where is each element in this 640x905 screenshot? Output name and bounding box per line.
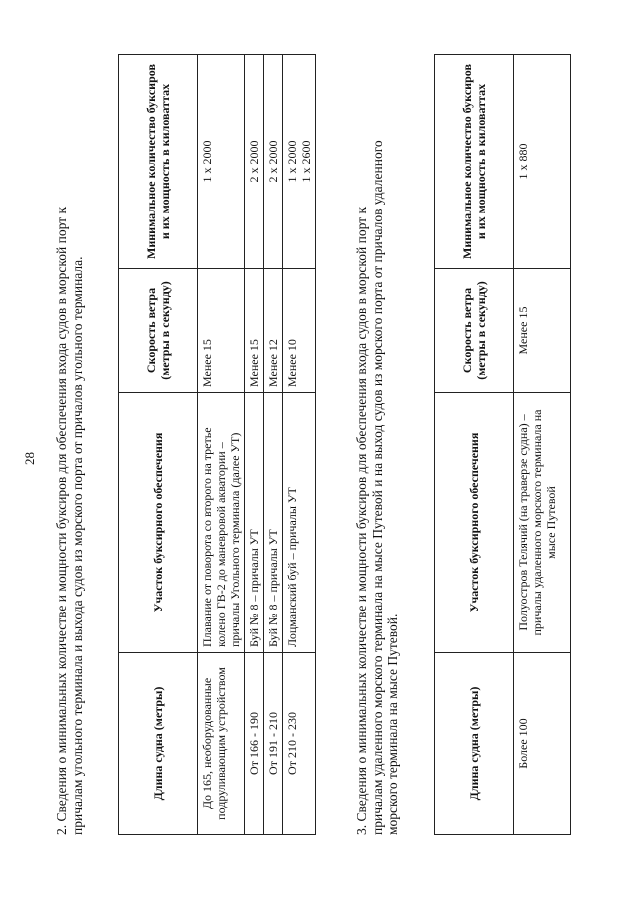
cell-length: От 166 - 190 [245,653,264,835]
header-vessel-length: Длина судна (метры) [435,653,514,835]
table-row [245,55,264,835]
cell-section: Полуостров Телячий (на траверзе судна) – причалы удаленного морского терминала на мысе Путевой [514,393,571,653]
table-row [514,55,571,835]
table-row [264,55,283,835]
header-towing-section: Участок буксирного обеспечения [119,393,198,653]
cell-tugs: 2 х 2000 [264,55,283,269]
section-3-line: причалам удаленного морского терминала на мысе Путевой и на выход судов из морского порта от причалов удаленного [369,140,385,835]
header-vessel-length: Длина судна (метры) [119,653,198,835]
cell-wind: Менее 15 [245,269,264,393]
cell-tugs: 1 х 2000 1 х 2600 [283,55,316,269]
towing-table-putevoy-terminal [434,54,571,835]
header-tug-count-power: Минимальное количество буксиров и их мощность в киловаттах [119,55,198,269]
cell-section: Буй № 8 – причалы УТ [245,393,264,653]
cell-length: От 210 - 230 [283,653,316,835]
header-tug-count-power: Минимальное количество буксиров и их мощность в киловаттах [435,55,514,269]
cell-section: Плавание от поворота со второго на третье колено ГВ-2 до маневровой акватории – причалы Угольного терминала (далее УТ) [198,393,245,653]
cell-tugs: 1 х 880 [514,55,571,269]
header-towing-section: Участок буксирного обеспечения [435,393,514,653]
header-wind-speed: Скорость ветра (метры в секунду) [119,269,198,393]
section-3-line: морского терминала на мысе Путевой. [385,613,400,835]
cell-length: От 191 - 210 [264,653,283,835]
cell-length: До 165, необорудованные подруливающим устройством [198,653,245,835]
cell-wind: Менее 15 [514,269,571,393]
towing-table-coal-terminal [118,54,316,835]
section-2-line: причалам угольного терминала и выхода судов из морского порта от причалов угольного терминала. [69,256,85,835]
page-number: 28 [22,452,37,465]
cell-length: Более 100 [514,653,571,835]
header-wind-speed: Скорость ветра (метры в секунду) [435,269,514,393]
cell-tugs: 2 х 2000 [245,55,264,269]
cell-section: Лоцманский буй – причалы УТ [283,393,316,653]
cell-wind: Менее 15 [198,269,245,393]
cell-wind: Менее 12 [264,269,283,393]
section-3-text [354,75,401,835]
cell-section: Буй № 8 – причалы УТ [264,393,283,653]
cell-wind: Менее 10 [283,269,316,393]
cell-tugs: 1 х 2000 [198,55,245,269]
section-3-line: 3. Сведения о минимальных количестве и мощности буксиров для обеспечения входа судов в морской порт к [354,206,369,835]
table-row [283,55,316,835]
section-2-line: 2. Сведения о минимальных количестве и мощности буксиров для обеспечения входа судов в морской порт к [54,206,69,835]
table-row [198,55,245,835]
section-2-text [54,75,85,835]
